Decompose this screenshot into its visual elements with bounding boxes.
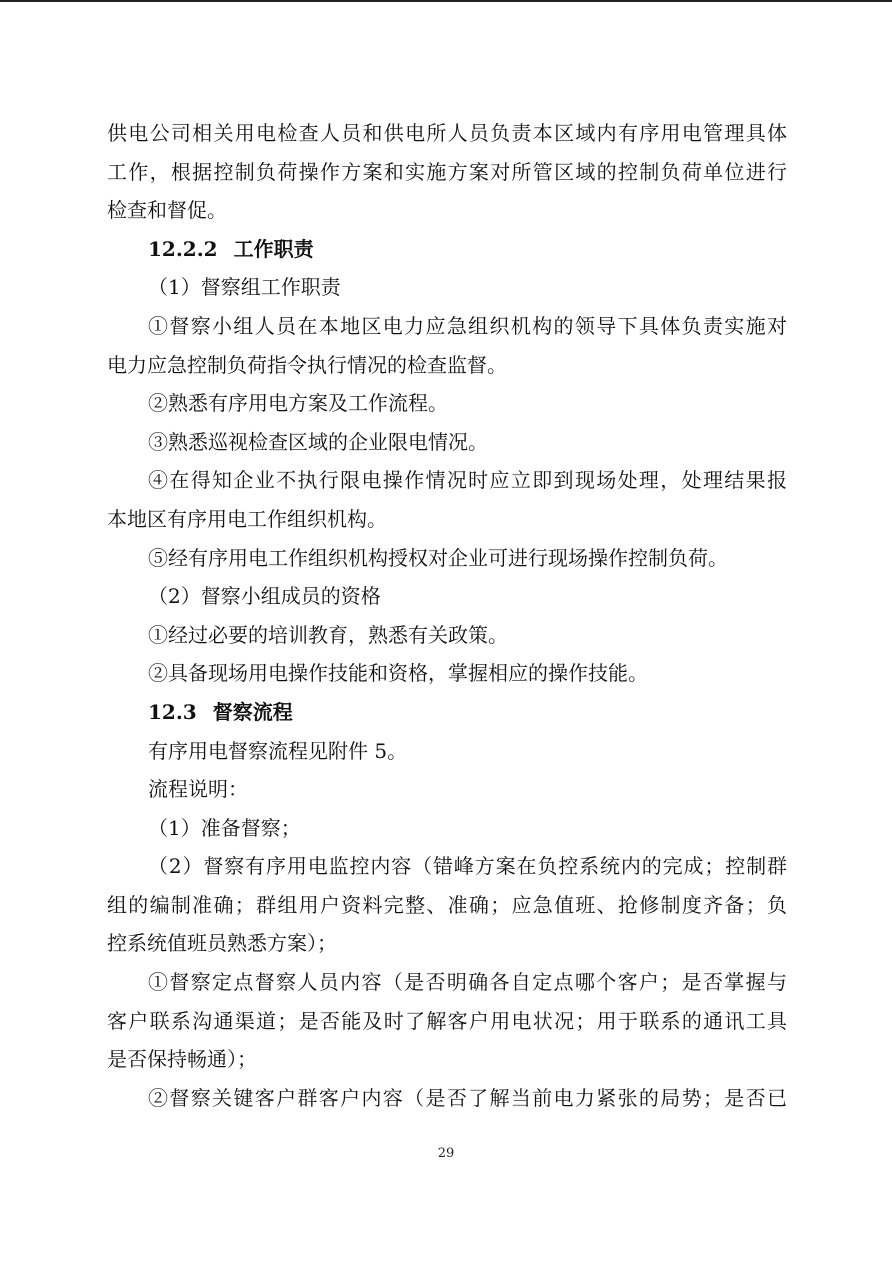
paragraph-line: ④在得知企业不执行限电操作情况时应立即到现场处理，处理结果报 (148, 468, 787, 493)
section-title: 督察流程 (212, 699, 293, 724)
paragraph-line: ①督察定点督察人员内容（是否明确各自定点哪个客户；是否掌握与 (148, 970, 787, 995)
top-border-line (0, 0, 892, 2)
document-body (107, 114, 787, 1117)
page-number: 29 (437, 1146, 455, 1161)
paragraph-line: （1）准备督察； (148, 815, 301, 840)
section-title: 工作职责 (233, 236, 314, 261)
paragraph-line: 供电公司相关用电检查人员和供电所人员负责本区域内有序用电管理具体 (107, 121, 787, 145)
paragraph-line: （2）督察有序用电监控内容（错峰方案在负控系统内的完成；控制群 (148, 854, 787, 879)
paragraph-line: 流程说明： (148, 777, 248, 802)
section-number: 12.3 (148, 699, 197, 724)
section-heading (107, 230, 787, 269)
paragraph-line: 工作，根据控制负荷操作方案和实施方案对所管区域的控制负荷单位进行 (107, 159, 787, 184)
paragraph-line: 组的编制准确；群组用户资料完整、准确；应急值班、抢修制度齐备；负 (107, 892, 787, 917)
paragraph-line: ②熟悉有序用电方案及工作流程。 (148, 391, 448, 416)
paragraph-line: 控系统值班员熟悉方案）； (107, 931, 337, 956)
paragraph-line: 客户联系沟通渠道；是否能及时了解客户用电状况；用于联系的通讯工具 (107, 1008, 787, 1033)
section-number: 12.2.2 (148, 236, 218, 261)
paragraph-line: ②督察关键客户群客户内容（是否了解当前电力紧张的局势；是否已 (148, 1085, 787, 1110)
paragraph-line: 本地区有序用电工作组织机构。 (107, 506, 387, 531)
section-heading (107, 693, 787, 732)
paragraph-line: 是否保持畅通）； (107, 1047, 257, 1072)
paragraph-line: ①经过必要的培训教育，熟悉有关政策。 (148, 622, 508, 647)
paragraph-line: （2）督察小组成员的资格 (148, 584, 381, 609)
paragraph-line: 电力应急控制负荷指令执行情况的检查监督。 (107, 352, 507, 377)
paragraph-line: （1）督察组工作职责 (148, 275, 341, 300)
paragraph-line: ①督察小组人员在本地区电力应急组织机构的领导下具体负责实施对 (148, 313, 787, 338)
paragraph-line: 有序用电督察流程见附件 5。 (148, 738, 408, 763)
paragraph-line: ③熟悉巡视检查区域的企业限电情况。 (148, 429, 488, 454)
paragraph-line: ②具备现场用电操作技能和资格，掌握相应的操作技能。 (148, 661, 648, 686)
paragraph-line: ⑤经有序用电工作组织机构授权对企业可进行现场操作控制负荷。 (148, 545, 728, 570)
paragraph-line: 检查和督促。 (107, 198, 227, 223)
